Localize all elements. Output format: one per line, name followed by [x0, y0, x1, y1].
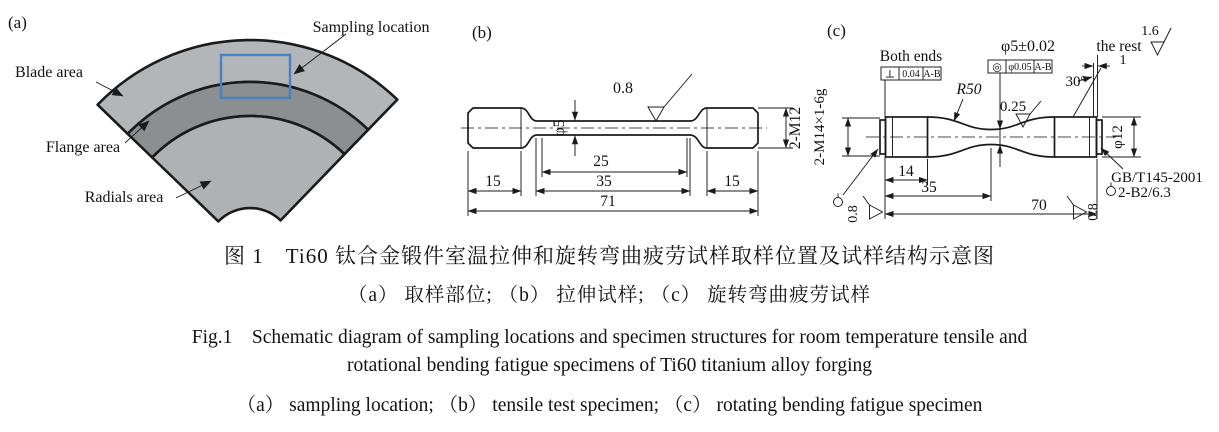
- panel-c-fatigue-specimen: [810, 0, 1219, 235]
- center-hole-leader-right: [1101, 148, 1123, 169]
- end-roughness-left-tail: [863, 196, 870, 205]
- perp-tolerance: 0.04: [902, 69, 920, 80]
- center-hole-spec: 2-B2/6.3: [1118, 185, 1171, 201]
- radials-area-label: Radials area: [84, 189, 164, 206]
- perp-datum: A-B: [923, 69, 941, 80]
- fillet-roughness-tail: [1030, 101, 1041, 114]
- total-length-label: 71: [600, 193, 616, 210]
- end-roughness-right-triangle-icon: [1074, 205, 1087, 219]
- rest-roughness-value: 1.6: [1141, 24, 1159, 39]
- panel-a-label: (a): [8, 13, 27, 32]
- caption-zh-subtitle: （a） 取样部位; （b） 拉伸试样; （c） 旋转弯曲疲劳试样: [347, 285, 872, 306]
- grip-right-length-label: 15: [724, 173, 740, 190]
- caption-en-line1: Fig.1 Schematic diagram of sampling locations and specimen structures for room temperature tensile and: [191, 327, 1028, 348]
- conc-datum: A-B: [1034, 62, 1052, 73]
- grip-length-label: 14: [898, 163, 914, 180]
- half-length-label: 35: [921, 179, 937, 196]
- caption-en-line2: rotational bending fatigue specimens of Ti60 titanium alloy forging: [347, 355, 872, 376]
- panel-c-label: (c): [827, 21, 846, 40]
- parallel-length-label: 35: [596, 173, 612, 190]
- panel-b-label: (b): [472, 23, 492, 42]
- grip-left-length-label: 15: [485, 173, 501, 190]
- chamfer-angle-label: 30°: [1065, 74, 1087, 90]
- gauge-dia-tol-label: φ5±0.02: [1000, 38, 1056, 55]
- hourglass-top-curve: [928, 117, 1055, 130]
- conc-tolerance: φ0.05: [1008, 62, 1032, 73]
- caption-zh-title: 图 1 Ti60 钛合金锻件室温拉伸和旋转弯曲疲劳试样取样位置及试样结构示意图: [224, 244, 995, 268]
- blade-area-label: Blade area: [15, 64, 83, 81]
- gauge-length-label: 25: [593, 153, 609, 170]
- thread-label: 2-M12: [787, 106, 804, 150]
- sampling-location-label: Sampling location: [312, 19, 430, 36]
- rest-label: the rest: [1096, 38, 1142, 55]
- grip-diameter-label: φ12: [1110, 125, 1126, 149]
- roughness-value: 0.8: [613, 80, 633, 97]
- end-roughness-left-value: 0.8: [846, 205, 861, 223]
- rest-roughness-tail: [1164, 28, 1171, 42]
- end-roughness-right-tail: [1067, 196, 1074, 205]
- radius-label: R50: [956, 81, 982, 98]
- center-hole-icon-right: [1107, 187, 1116, 196]
- total-length-label: 70: [1031, 197, 1047, 214]
- radius-leader: [954, 99, 963, 121]
- relief-length-label: 1: [1119, 53, 1127, 68]
- both-ends-label: Both ends: [879, 48, 943, 65]
- center-hole-icon-left: [834, 198, 843, 207]
- flange-area-label: Flange area: [45, 139, 121, 156]
- center-hole-standard: GB/T145-2001: [1111, 170, 1203, 186]
- roughness-tail: [664, 74, 692, 107]
- concentricity-icon: ◎: [992, 61, 1002, 74]
- end-roughness-right-value: 0.8: [1086, 203, 1101, 221]
- fillet-roughness-value: 0.25: [999, 99, 1027, 115]
- gauge-diameter-label: φ5: [551, 119, 568, 137]
- roughness-triangle-icon: [648, 107, 664, 121]
- panel-b-tensile-specimen: [455, 0, 810, 235]
- end-roughness-left-triangle-icon: [870, 205, 883, 219]
- rest-roughness-triangle-icon: [1151, 42, 1164, 55]
- thread-label: 2-M14×1-6g: [812, 88, 828, 166]
- caption-en-line3: （a） sampling location; （b） tensile test specimen; （c） rotating bending fatigue specimen: [236, 395, 983, 416]
- panel-a-sampling-schematic: [0, 0, 455, 235]
- perpendicularity-icon: ⊥: [884, 68, 896, 81]
